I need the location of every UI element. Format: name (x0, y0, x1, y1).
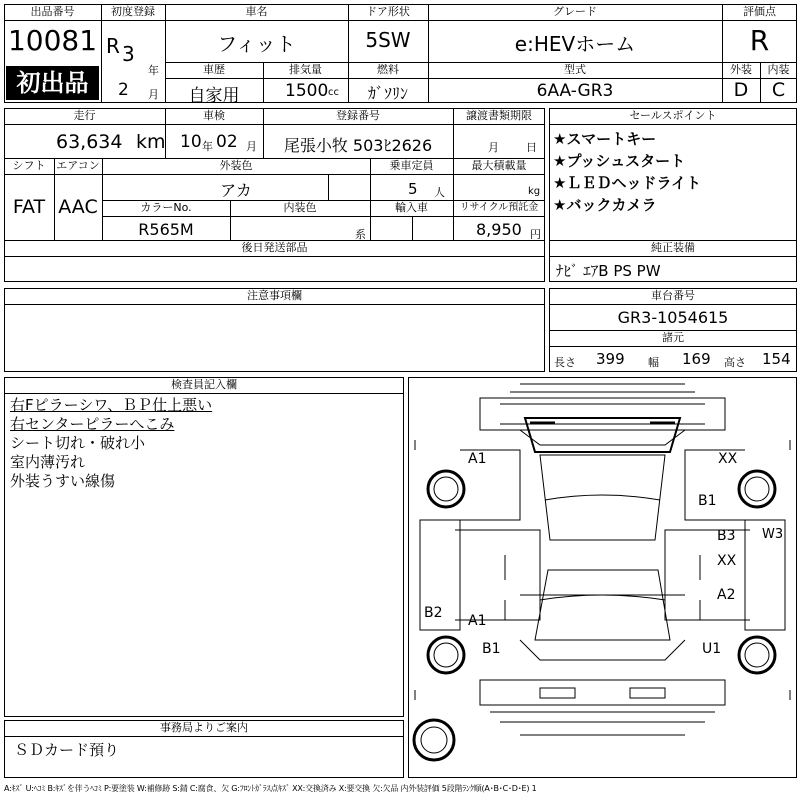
color-label: 外装色 (219, 159, 253, 172)
chassis-label: 車台番号 (651, 289, 695, 302)
inspector-line: 外装うすい線傷 (10, 472, 116, 490)
fuel: ｶﾞｿﾘﾝ (367, 84, 408, 103)
diagram-mark-r-pillar: W3 (762, 527, 784, 542)
first-reg-month: 2 (118, 80, 129, 100)
car-name: フィット (217, 32, 296, 56)
transfer-month-unit: 月 (488, 141, 499, 154)
diagram-mark-fr-top: XX (718, 451, 738, 467)
lot-number: 10081 (7, 24, 98, 57)
inspection-label: 車検 (203, 109, 225, 122)
inspection-year: 10 (180, 132, 202, 152)
diagram-mark-r-center2: XX (717, 553, 737, 569)
car-diagram (409, 378, 796, 777)
height: 154 (762, 350, 791, 368)
inspection-year-unit: 年 (202, 140, 213, 153)
inspector-notes (10, 396, 212, 491)
transfer-day-unit: 日 (526, 141, 537, 154)
sales-points-label: セールスポイント (629, 109, 717, 122)
first-listing-badge: 初出品 (6, 66, 99, 100)
grade: e:HEVホーム (514, 32, 636, 56)
interior-label: 内装 (767, 63, 790, 76)
mileage-label: 走行 (73, 109, 96, 122)
door-type: 5SW (365, 28, 411, 52)
recycle-label: リサイクル預託金 (459, 202, 539, 213)
recycle-fee: 8,950 (476, 220, 522, 239)
color-no: R565M (138, 220, 194, 239)
era: R (106, 34, 120, 58)
car-name-label: 車名 (245, 5, 268, 18)
sales-point: ★ＬＥＤヘッドライト (553, 174, 701, 192)
dims-label: 諸元 (662, 331, 684, 344)
diagram-mark-fr-fender: B1 (698, 493, 717, 509)
reg-no: 尾張小牧 503ﾋ2626 (283, 136, 433, 155)
width-label: 幅 (648, 356, 659, 369)
length: 399 (596, 350, 625, 368)
transfer-label: 譲渡書類期限 (466, 109, 532, 122)
diagram-mark-l-rear-fender: B2 (424, 605, 443, 621)
office-text: ＳＤカード預り (14, 741, 120, 759)
office-label: 事務局よりご案内 (160, 721, 248, 734)
sales-points-list (553, 128, 701, 216)
inspector-label: 検査員記入欄 (171, 378, 237, 391)
length-label: 長さ (554, 356, 576, 369)
model-label: 型式 (564, 63, 586, 76)
door-label: ドア形状 (366, 5, 410, 18)
inspector-line: 右センターピラーへこみ (10, 415, 175, 433)
inspection-month-unit: 月 (246, 140, 257, 153)
ac: AAC (58, 196, 98, 218)
sales-point: ★プッシュスタート (553, 152, 686, 170)
inspection-month: 02 (216, 132, 238, 152)
inspector-line: 右Fピラーシワ、ＢＰ仕上悪い (10, 396, 213, 414)
diagram-mark-l-rear-door: A1 (468, 613, 487, 629)
model: 6AA-GR3 (536, 81, 614, 101)
lot-label: 出品番号 (30, 5, 75, 18)
inspector-line: シート切れ・破れ小 (10, 434, 146, 452)
exterior-label: 外装 (730, 63, 752, 76)
equipment-label: 純正装備 (651, 241, 695, 254)
mileage: 63,634 (56, 131, 123, 153)
history-label: 車歴 (203, 63, 225, 76)
sales-point: ★バックカメラ (553, 196, 657, 214)
inspector-line: 室内薄汚れ (10, 453, 86, 471)
height-label: 高さ (724, 356, 746, 369)
load-label: 最大積載量 (471, 159, 527, 172)
grade-label: グレード (553, 5, 597, 18)
notes-label: 注意事項欄 (247, 289, 302, 302)
interior-color-label: 内装色 (283, 201, 317, 214)
year-unit: 年 (148, 64, 159, 77)
legend: A:ｷｽﾞ U:ﾍｺﾐ B:ｷｽﾞを伴うﾍｺﾐ P:要塗装 W:補修跡 S:錆 C:腐食、欠 G:ﾌﾛﾝﾄｶﾞﾗｽ点ｷｽﾞ XX:交換済み X:要交換 欠:欠品 内外装評価 5段階ﾗﾝｸ順(A･B･C･D･E) 1 (4, 784, 537, 793)
diagram-mark-r-rear-q: U1 (702, 641, 722, 657)
reg-no-label: 登録番号 (336, 109, 380, 122)
month-unit: 月 (148, 88, 159, 101)
first-reg-label: 初度登録 (111, 5, 155, 18)
ac-label: エアコン (56, 159, 100, 172)
score-label: 評価点 (743, 5, 776, 18)
capacity-unit: 人 (434, 186, 445, 199)
later-parts-label: 後日発送部品 (241, 241, 308, 254)
interior-grade: C (771, 79, 786, 101)
color: アカ (220, 181, 252, 200)
history: 自家用 (188, 86, 240, 106)
exterior-grade: D (733, 79, 749, 101)
shift: FAT (12, 196, 46, 218)
diagram-mark-r-rear-door: A2 (717, 587, 736, 603)
mileage-unit: km (136, 131, 166, 153)
diagram-mark-l-rear-q: B1 (482, 641, 501, 657)
capacity-label: 乗車定員 (389, 159, 434, 172)
sales-point: ★スマートキー (553, 130, 657, 148)
score: R (749, 24, 770, 57)
displacement: 1500 (285, 81, 329, 101)
load-unit: kg (528, 186, 541, 197)
interior-color-unit: 系 (355, 228, 366, 241)
displacement-label: 排気量 (289, 63, 322, 76)
width: 169 (682, 350, 711, 368)
chassis-number: GR3-1054615 (617, 308, 729, 327)
diagram-mark-r-center1: B3 (717, 528, 736, 544)
diagram-mark-fl-door: A1 (468, 451, 487, 467)
shift-label: シフト (12, 159, 46, 172)
era-year: 3 (122, 42, 135, 66)
displacement-unit: cc (328, 87, 339, 98)
fuel-label: 燃料 (377, 63, 399, 76)
capacity: 5 (408, 180, 418, 198)
color-no-label: カラーNo. (140, 201, 192, 214)
equipment-value: ﾅﾋﾞ ｴｱB PS PW (556, 262, 661, 280)
import-label: 輸入車 (395, 201, 428, 214)
recycle-unit: 円 (530, 228, 541, 241)
